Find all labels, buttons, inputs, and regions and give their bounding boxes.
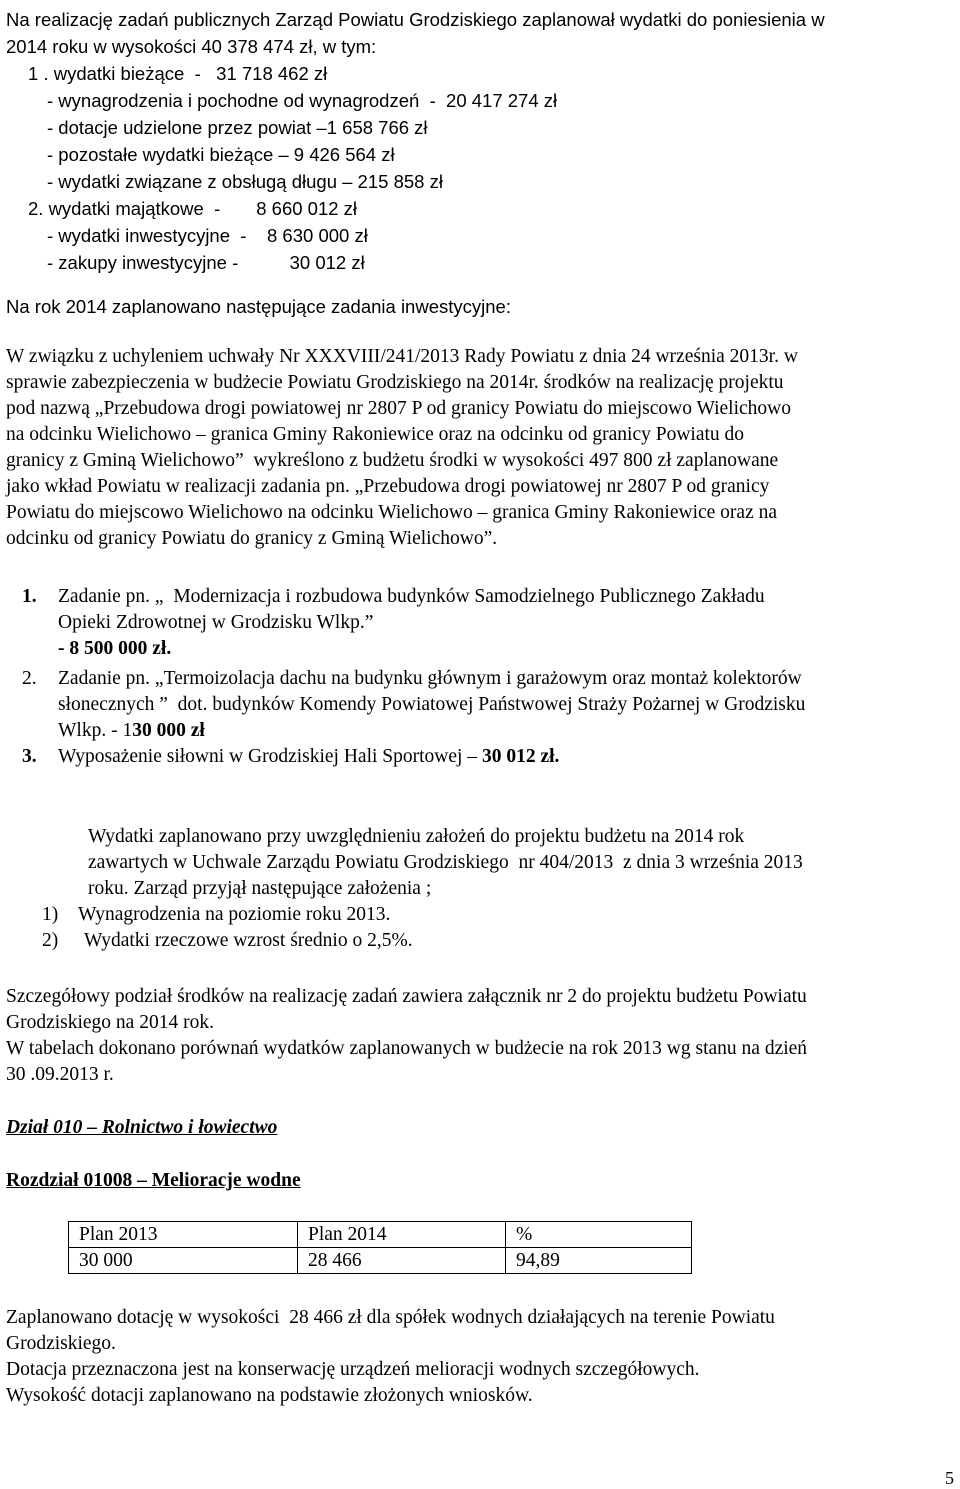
task-title-line: słonecznych ” dot. budynków Komendy Powiatowej Państwowej Straży Pożarnej w Grodzisku	[58, 694, 806, 715]
property-expenses-items	[47, 222, 927, 276]
intro-line: 2014 roku w wysokości 40 378 474 zł, w tym:	[6, 36, 377, 57]
closing-line: Dotacja przeznaczona jest na konserwację urządzeń melioracji wodnych szczegółowych.	[6, 1359, 700, 1380]
details-paragraph	[6, 984, 956, 1088]
task-title: Wyposażenie siłowni w Grodziskiej Hali Sportowej –	[58, 746, 482, 767]
task-title-line: Zadanie pn. „ Modernizacja i rozbudowa budynków Samodzielnego Publicznego Zakładu	[58, 586, 765, 607]
current-expenses-block	[28, 60, 928, 87]
resolution-line: sprawie zabezpieczenia w budżecie Powiatu Grodziskiego na 2014r. środków na realizację projektu	[6, 372, 784, 393]
intro-line: Na realizację zadań publicznych Zarząd Powiatu Grodziskiego zaplanował wydatki do poniesienia w	[6, 9, 825, 30]
resolution-line: Powiatu do miejscowo Wielichowo na odcinku Wielichowo – granica Gminy Rakoniewice oraz na	[6, 502, 778, 523]
task-number: 1.	[22, 586, 37, 607]
assumption-number: 1)	[42, 904, 59, 925]
resolution-line: W związku z uchyleniem uchwały Nr XXXVIII/241/2013 Rady Powiatu z dnia 24 września 2013r. w	[6, 346, 798, 367]
current-expenses-total: 1 . wydatki bieżące - 31 718 462 zł	[28, 63, 328, 84]
table-cell: 30 000	[69, 1248, 298, 1274]
task-list	[22, 584, 956, 770]
property-expenses-total: 2. wydatki majątkowe - 8 660 012 zł	[28, 198, 358, 219]
task-item	[22, 666, 956, 744]
resolution-paragraph	[6, 344, 956, 552]
section-heading: Dział 010 – Rolnictwo i łowiectwo	[6, 1117, 278, 1138]
table-header-cell: Plan 2013	[69, 1222, 298, 1248]
closing-line: Wysokość dotacji zaplanowano na podstawie złożonych wniosków.	[6, 1385, 533, 1406]
details-line: W tabelach dokonano porównań wydatków zaplanowanych w budżecie na rok 2013 wg stanu na dzień	[6, 1038, 808, 1059]
expense-item: - zakupy inwestycyjne - 30 012 zł	[47, 252, 365, 273]
assumption-item	[42, 902, 942, 928]
expense-item: - wydatki inwestycyjne - 8 630 000 zł	[47, 225, 368, 246]
task-title-line: Zadanie pn. „Termoizolacja dachu na budynku głównym i garażowym oraz montaż kolektorów	[58, 668, 802, 689]
assumption-line: Wydatki zaplanowano przy uwzględnieniu założeń do projektu budżetu na 2014 rok	[88, 826, 745, 847]
closing-line: Zaplanowano dotację w wysokości 28 466 zł dla spółek wodnych działających na terenie Powiatu	[6, 1307, 775, 1328]
resolution-line: granicy z Gminą Wielichowo” wykreślono z budżetu środki w wysokości 497 800 zł zaplanowane	[6, 450, 779, 471]
expense-item: - dotacje udzielone przez powiat –1 658 766 zł	[47, 117, 428, 138]
expense-item: - wydatki związane z obsługą długu – 215 858 zł	[47, 171, 443, 192]
current-expenses-items	[47, 87, 927, 195]
task-item	[22, 744, 956, 770]
task-title-line	[58, 744, 956, 770]
subsection-heading: Rozdział 01008 – Melioracje wodne	[6, 1170, 301, 1191]
closing-paragraph	[6, 1305, 956, 1409]
page-number: 5	[945, 1468, 954, 1488]
assumption-item	[42, 928, 942, 954]
expense-item: - pozostałe wydatki bieżące – 9 426 564 zł	[47, 144, 395, 165]
plan-table	[68, 1221, 692, 1274]
task-number: 3.	[22, 746, 37, 767]
intro-paragraph	[6, 6, 956, 60]
details-line: Szczegółowy podział środków na realizację zadań zawiera załącznik nr 2 do projektu budżetu Powiatu	[6, 986, 807, 1007]
task-amount: 30 000 zł	[132, 720, 205, 741]
table-header-cell: %	[506, 1222, 692, 1248]
table-cell: 28 466	[298, 1248, 506, 1274]
resolution-line: jako wkład Powiatu w realizacji zadania pn. „Przebudowa drogi powiatowej nr 2807 P od granicy	[6, 476, 770, 497]
resolution-line: odcinku od granicy Powiatu do granicy z Gminą Wielichowo”.	[6, 528, 498, 549]
investment-intro-text: Na rok 2014 zaplanowano następujące zadania inwestycyjne:	[6, 296, 511, 317]
task-title-line: Opieki Zdrowotnej w Grodzisku Wlkp.”	[58, 612, 374, 633]
task-number: 2.	[22, 668, 37, 689]
assumption-text: Wynagrodzenia na poziomie roku 2013.	[78, 904, 391, 925]
task-amount-line	[58, 718, 956, 744]
assumptions-paragraph	[88, 824, 956, 902]
table-header-cell: Plan 2014	[298, 1222, 506, 1248]
assumption-list	[42, 902, 942, 954]
resolution-line: pod nazwą „Przebudowa drogi powiatowej nr 2807 P od granicy Powiatu do miejscowo Wielichowo	[6, 398, 792, 419]
task-amount: - 8 500 000 zł.	[58, 638, 172, 659]
task-amount-prefix: Wlkp. - 1	[58, 720, 133, 741]
table-header-row	[69, 1222, 692, 1248]
expense-item: - wynagrodzenia i pochodne od wynagrodzeń - 20 417 274 zł	[47, 90, 558, 111]
details-line: 30 .09.2013 r.	[6, 1064, 114, 1085]
property-expenses-block	[28, 195, 928, 222]
investment-intro	[6, 293, 906, 320]
table-cell: 94,89	[506, 1248, 692, 1274]
assumption-line: zawartych w Uchwale Zarządu Powiatu Grodziskiego nr 404/2013 z dnia 3 września 2013	[88, 852, 803, 873]
task-amount: 30 012 zł.	[481, 746, 560, 767]
assumption-number: 2)	[42, 930, 59, 951]
table-row	[69, 1248, 692, 1274]
closing-line: Grodziskiego.	[6, 1333, 116, 1354]
resolution-line: na odcinku Wielichowo – granica Gminy Rakoniewice oraz na odcinku od granicy Powiatu do	[6, 424, 745, 445]
assumption-text: Wydatki rzeczowe wzrost średnio o 2,5%.	[84, 930, 413, 951]
details-line: Grodziskiego na 2014 rok.	[6, 1012, 214, 1033]
assumption-line: roku. Zarząd przyjął następujące założenia ;	[88, 878, 432, 899]
